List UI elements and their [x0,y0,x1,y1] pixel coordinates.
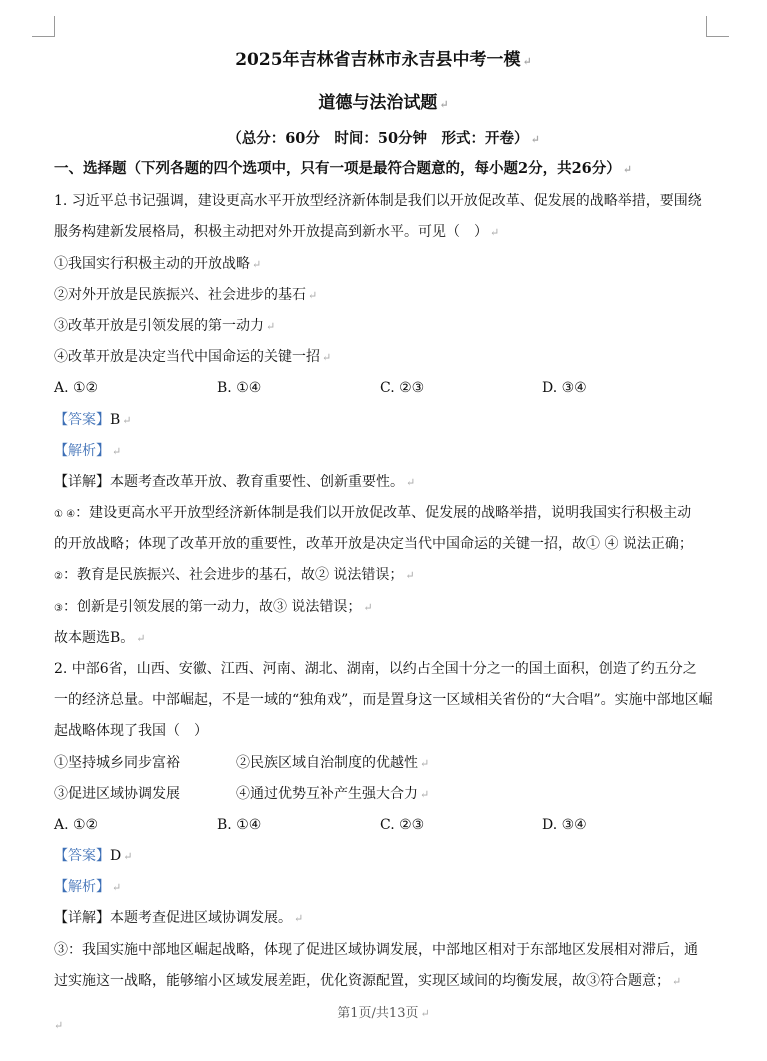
q1-analysis-label: 【解析】 ↵ [54,443,122,459]
q2-statements-row1 [54,753,714,773]
q2-analysis-label: 【解析】 ↵ [54,879,122,895]
exam-subject: 道德与法治试题 ↵ [318,93,449,113]
exam-info: （总分：60分 时间：50分钟 形式：开卷） ↵ [227,130,540,147]
q1-explanation-3: ③：创新是引领发展的第一动力，故③ 说法错误； ↵ [54,599,373,615]
crop-mark-top-left [32,16,55,37]
q1-explanation-1-line2: 的开放战略；体现了改革开放的重要性，改革开放是决定当代中国命运的关键一招，故① ④ 说法正确； [54,536,693,552]
q2-option-d: D. ③④ [542,817,587,833]
q2-explanation-line2: 过实施这一战略，能够缩小区域发展差距，优化资源配置，实现区域间的均衡发展，故③符合题意； ↵ [54,973,682,989]
q1-statement-4: ④改革开放是决定当代中国命运的关键一招 ↵ [54,349,332,365]
paragraph-mark: ↵ [54,1019,64,1032]
page-footer: 第1页/共13页 ↵ [337,1006,430,1021]
q2-detail: 【详解】本题考查促进区域协调发展。 ↵ [54,910,304,926]
q2-stem-line1: 2. 中部6省，山西、安徽、江西、河南、湖北、湖南，以约占全国十分之一的国土面积，创造了约五分之 [54,661,697,677]
q1-option-d: D. ③④ [542,380,587,396]
q1-option-c: C. ②③ [380,380,425,396]
q1-statement-1: ①我国实行积极主动的开放战略 ↵ [54,256,262,272]
q2-option-a: A. ①② [54,817,99,833]
q1-option-a: A. ①② [54,380,99,396]
q1-explanation-2: ②：教育是民族振兴、社会进步的基石，故② 说法错误； ↵ [54,567,415,583]
q1-stem-line1: 1. 习近平总书记强调，建设更高水平开放型经济新体制是我们以开放促改革、促发展的战略举措，要围绕 [54,193,702,209]
q2-stem-line3: 起战略体现了我国（ ） [54,723,208,739]
q1-statement-2: ②对外开放是民族振兴、社会进步的基石 ↵ [54,287,318,303]
q1-detail: 【详解】本题考查改革开放、教育重要性、创新重要性。 ↵ [54,474,416,490]
q2-statement-2: ②民族区域自治制度的优越性 ↵ [236,755,430,771]
section-heading: 一、选择题（下列各题的四个选项中，只有一项是最符合题意的，每小题2分，共26分） ↵ [54,160,632,177]
q1-option-b: B. ①④ [217,380,262,396]
q1-explanation-1-line1: ① ④：建设更高水平开放型经济新体制是我们以开放促改革、促发展的战略举措，说明我国实行积极主动 [54,505,692,521]
q1-statement-3: ③改革开放是引领发展的第一动力 ↵ [54,318,276,334]
q2-option-b: B. ①④ [217,817,262,833]
q2-stem-line2: 一的经济总量。中部崛起，不是一域的“独角戏”，而是置身这一区域相关省份的“大合唱”。实施中部地区崛 [54,692,713,708]
q1-answer: 【答案】B ↵ [54,412,132,428]
q2-answer: 【答案】D ↵ [54,848,133,864]
q1-conclusion: 故本题选B。 ↵ [54,630,146,646]
crop-mark-top-right [706,16,729,37]
q2-statement-4: ④通过优势互补产生强大合力 ↵ [236,786,430,802]
q2-options [54,815,714,835]
q2-option-c: C. ②③ [380,817,425,833]
q1-options [54,378,714,398]
q1-stem-line2: 服务构建新发展格局，积极主动把对外开放提高到新水平。可见（ ） ↵ [54,224,500,240]
q2-explanation-line1: ③：我国实施中部地区崛起战略，体现了促进区域协调发展，中部地区相对于东部地区发展相对滞后，通 [54,942,698,958]
q2-statement-1: ①坚持城乡同步富裕 [54,755,180,771]
q2-statement-3: ③促进区域协调发展 [54,786,180,802]
q2-statements-row2 [54,784,714,804]
exam-title: 2025年吉林省吉林市永吉县中考一模 ↵ [235,50,532,70]
